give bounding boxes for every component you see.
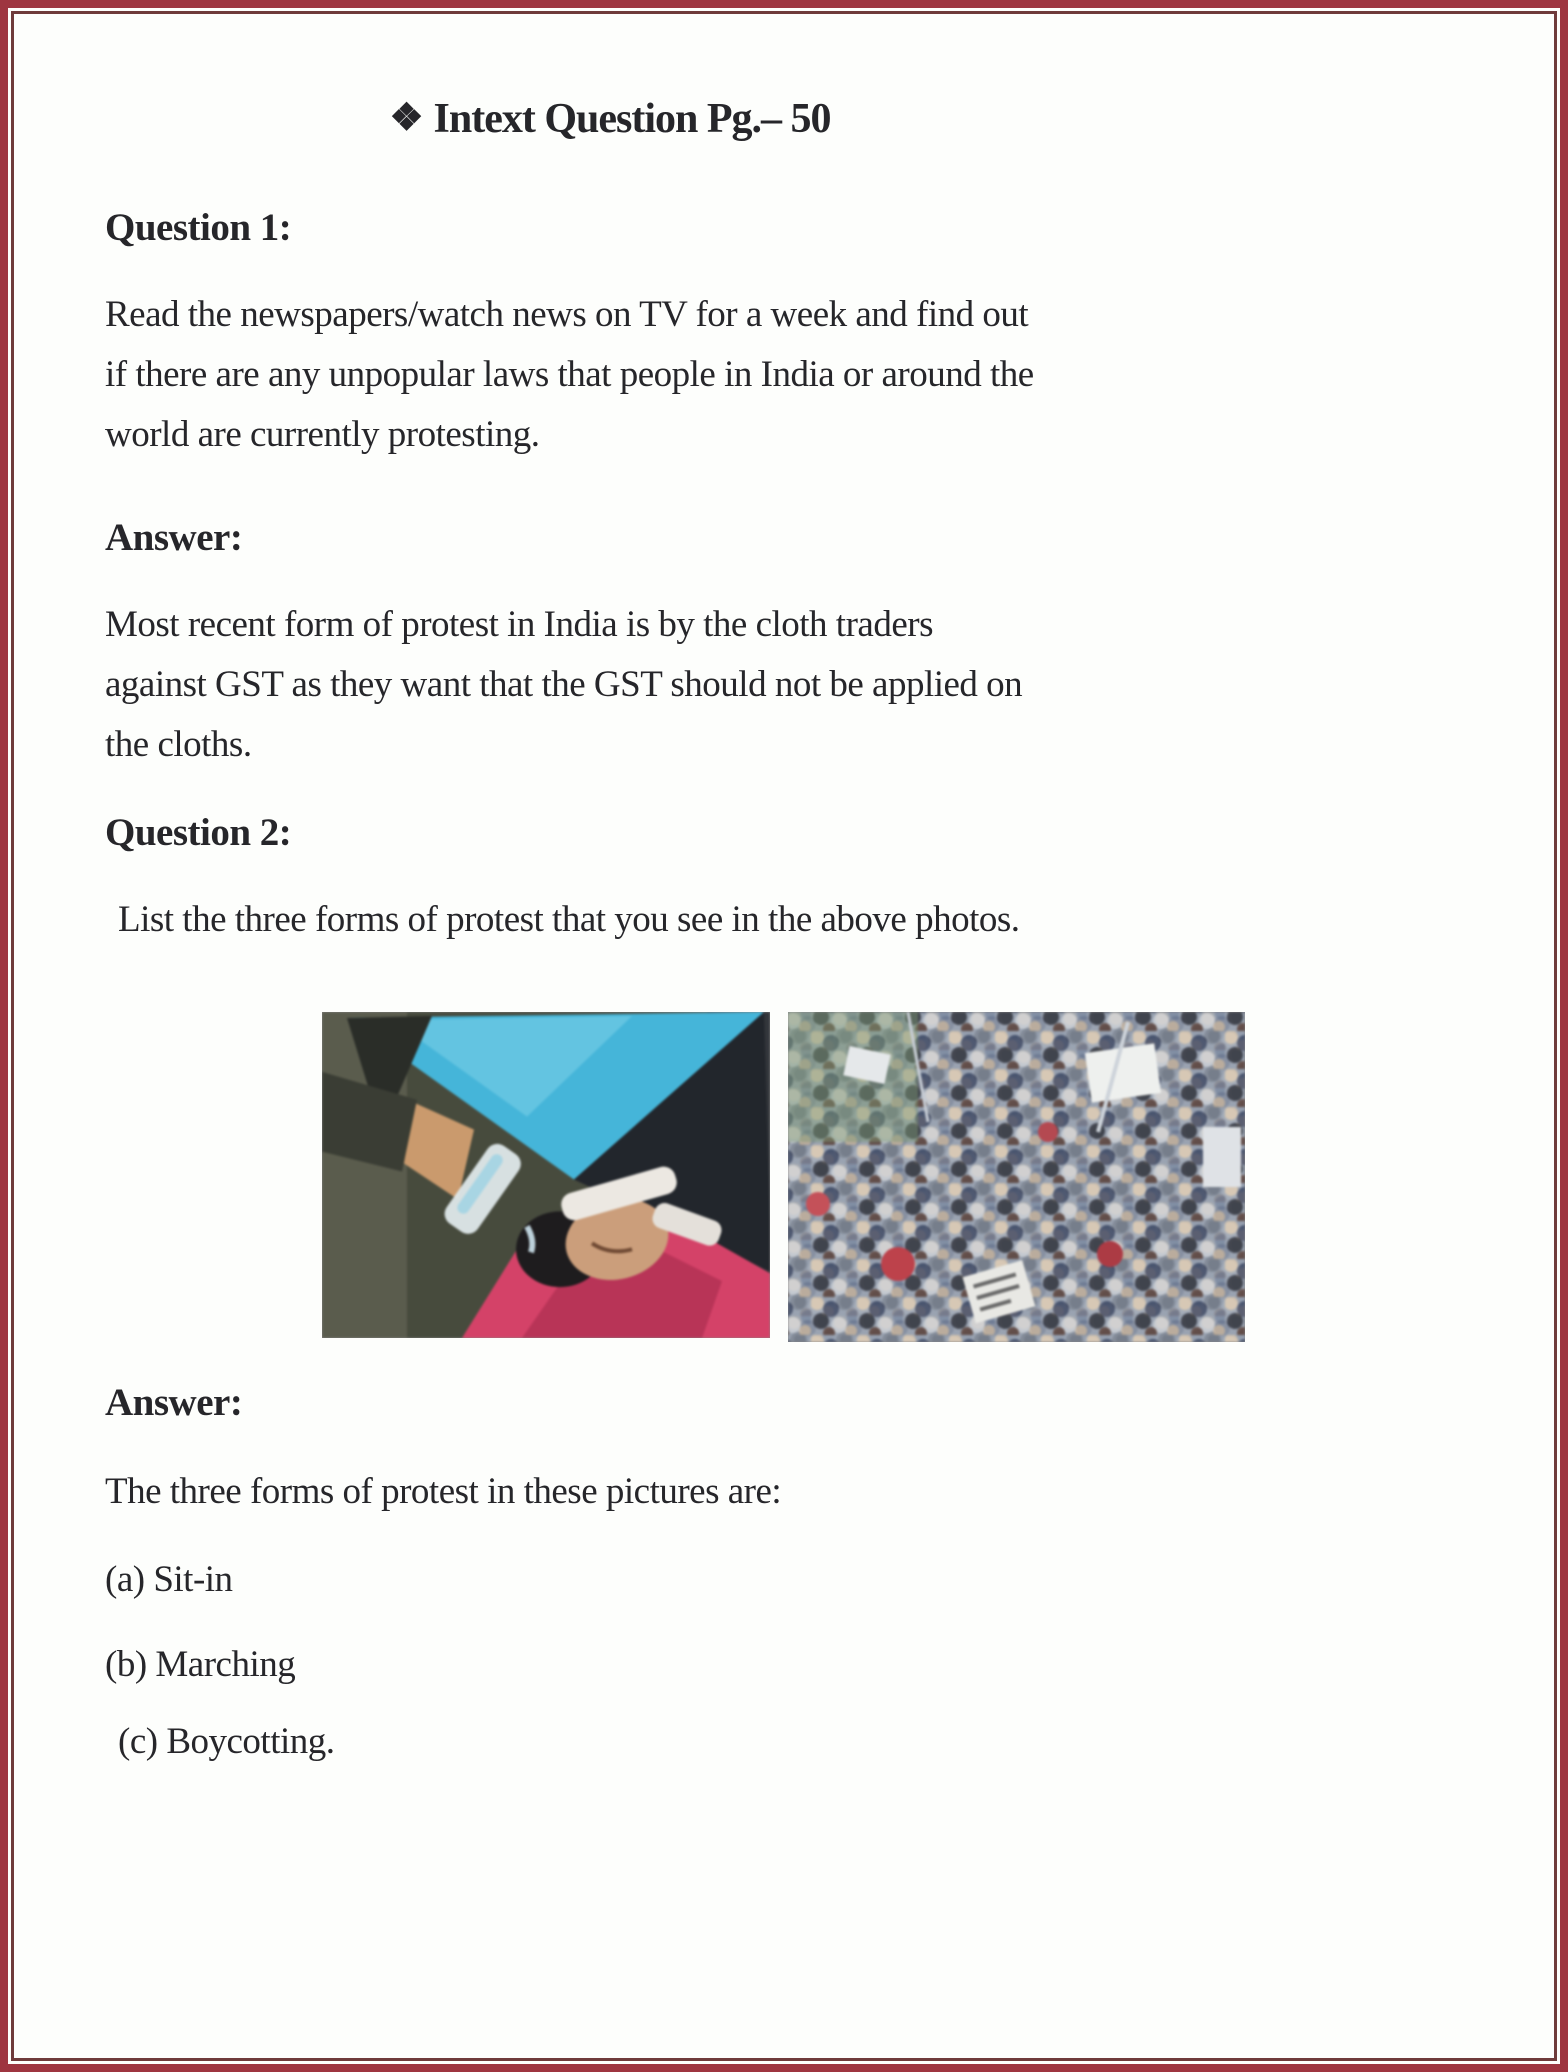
answer-2-label: Answer: [105,1381,243,1424]
photo-protest-march [788,1012,1245,1342]
answer-1-line: against GST as they want that the GST should not be applied on [105,664,1023,705]
answer-item: (a) Sit-in [105,1559,233,1600]
question-1-line: world are currently protesting. [105,414,540,455]
answer-2-intro [105,1462,1285,1522]
question-1-heading: Question 1: [105,206,292,249]
question-1-line: if there are any unpopular laws that people in India or around the [105,354,1034,395]
page-title [105,95,1115,143]
diamond-bullet-icon: ❖ [389,97,424,139]
answer-1-line: the cloths. [105,724,252,765]
photo-sit-in-protest [322,1012,770,1338]
answer-1-label: Answer: [105,516,243,559]
question-1-line: Read the newspapers/watch news on TV for a week and find out [105,294,1029,335]
page-title-text: Intext Question Pg.– 50 [433,96,831,142]
sit-in-photo-illustration [322,1012,770,1338]
answer-1-text [105,595,1285,775]
question-2-heading: Question 2: [105,811,292,854]
answer-2-item-b [105,1635,1285,1695]
answer-item: (b) Marching [105,1644,296,1685]
answer-2-item-c [105,1712,1298,1772]
question-2-text [105,890,1298,950]
march-photo-illustration [788,1012,1245,1342]
answer-2-intro-line: The three forms of protest in these pictures are: [105,1471,782,1512]
question-1-text [105,285,1285,465]
question-2-line: List the three forms of protest that you see in the above photos. [118,899,1020,940]
answer-item: (c) Boycotting. [118,1721,335,1762]
answer-2-item-a [105,1550,1285,1610]
answer-1-line: Most recent form of protest in India is by the cloth traders [105,604,933,645]
